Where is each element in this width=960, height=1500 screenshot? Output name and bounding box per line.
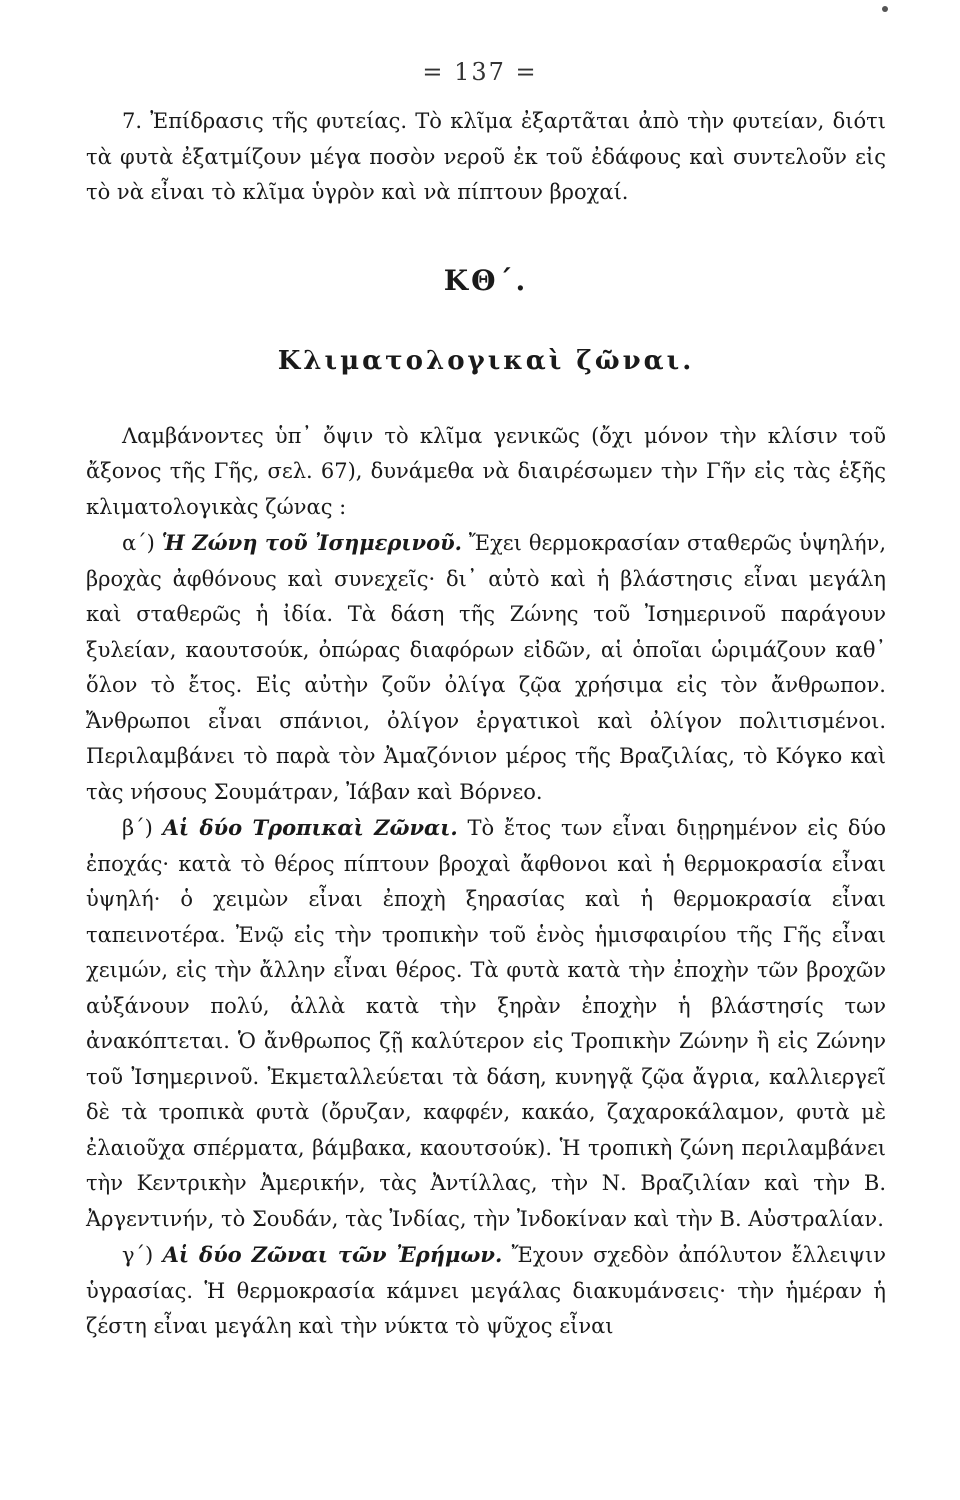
subheading-desert-zones: Αἱ δύο Ζῶναι τῶν Ἐρήμων. xyxy=(162,1242,503,1267)
chapter-number: ΚΘ΄. xyxy=(443,263,529,297)
paragraph-equatorial-zone xyxy=(86,525,886,810)
item-label-c: γ΄) xyxy=(122,1243,154,1267)
paragraph-tropical-zones xyxy=(86,810,886,1237)
item-label-a: α΄) xyxy=(122,531,155,555)
item-label-b: β΄) xyxy=(122,816,153,840)
text-desert-zones: Ἔχουν σχεδὸν ἀπόλυτον ἔλλειψιν ὑγρασίας. Ἡ θερμοκρασία κάμνει μεγάλας διακυμάνσεις· τὴν ἡμέραν ἡ ζέστη εἶναι μεγάλη καὶ τὴν νύκτα τὸ ψῦχος εἶναι xyxy=(86,1243,886,1338)
text-tropical-zones: Τὸ ἔτος των εἶναι διῃρημένον εἰς δύο ἐποχάς· κατὰ τὸ θέρος πίπτουν βροχαὶ ἄφθονοι καὶ ἡ θερμοκρασία εἶναι ὑψηλή· ὁ χειμὼν εἶναι ἐποχὴ ξηρασίας καὶ ἡ θερμοκρασία εἶναι ταπεινοτέρα. Ἐνῷ εἰς τὴν τροπικὴν τοῦ ἑνὸς ἡμισφαιρίου τῆς Γῆς εἶναι χειμών, εἰς τὴν ἄλλην εἶναι θέρος. Τὰ φυτὰ κατὰ τὴν ἐποχὴν τῶν βροχῶν αὐξάνουν πολύ, ἀλλὰ κατὰ τὴν ξηρὰν ἐποχὴν ἡ βλάστησίς των ἀνακόπτεται. Ὁ ἄνθρωπος ζῇ καλύτερον εἰς Τροπικὴν Ζώνην ἢ εἰς Ζώνην τοῦ Ἰσημερινοῦ. Ἐκμεταλλεύεται τὰ δάση, κυνηγᾷ ζῷα ἄγρια, καλλιεργεῖ δὲ τὰ τροπικὰ φυτὰ (ὄρυζαν, καφφέν, κακάο, ζαχαροκάλαμον, φυτὰ μὲ ἐλαιοῦχα σπέρματα, βάμβακα, καουτσούκ). Ἡ τροπικὴ ζώνη περιλαμβάνει τὴν Κεντρικὴν Ἀμερικήν, τὰς Ἀντίλλας, τὴν Ν. Βραζιλίαν καὶ τὴν Β. Ἀργεντινήν, τὸ Σουδάν, τὰς Ἰνδίας, τὴν Ἰνδοκίναν καὶ τὴν Β. Αὐστραλίαν. xyxy=(86,816,886,1231)
paragraph-intro: Λαμβάνοντες ὑπ᾿ ὄψιν τὸ κλῖμα γενικῶς (ὄχι μόνον τὴν κλίσιν τοῦ ἄξονος τῆς Γῆς, σελ. 67), δυνάμεθα νὰ διαιρέσωμεν τὴν Γῆν εἰς τὰς ἑξῆς κλιματολογικὰς ζώνας : xyxy=(86,423,886,519)
paragraph-desert-zones xyxy=(86,1237,886,1345)
chapter-title: Κλιματολογικαὶ ζῶναι. xyxy=(277,345,695,376)
page-number: = 137 = xyxy=(422,58,538,86)
page-body xyxy=(86,104,886,1345)
paragraph-vegetation-influence: 7. Ἐπίδρασις τῆς φυτείας. Τὸ κλῖμα ἐξαρτᾶται ἀπὸ τὴν φυτείαν, διότι τὰ φυτὰ ἐξατμίζουν μέγα ποσὸν νεροῦ ἐκ τοῦ ἐδάφους καὶ συντελοῦν εἰς τὸ νὰ εἶναι τὸ κλῖμα ὑγρὸν καὶ νὰ πίπτουν βροχαί. xyxy=(86,109,886,204)
subheading-tropical-zones: Αἱ δύο Τροπικαὶ Ζῶναι. xyxy=(162,815,458,840)
ink-speck xyxy=(882,6,888,12)
text-equatorial-zone: Ἔχει θερμοκρασίαν σταθερῶς ὑψηλήν, βροχὰς ἀφθόνους καὶ συνεχεῖς· δι᾿ αὐτὸ καὶ ἡ βλάστησις εἶναι μεγάλη καὶ σταθερῶς ἡ ἰδία. Τὰ δάση τῆς Ζώνης τοῦ Ἰσημερινοῦ παράγουν ξυλείαν, καουτσούκ, ὀπώρας διαφόρων εἰδῶν, αἱ ὁποῖαι ὡριμάζουν καθ᾿ ὅλον τὸ ἔτος. Εἰς αὐτὴν ζοῦν ὀλίγα ζῷα χρήσιμα εἰς τὸν ἄνθρωπον. Ἄνθρωποι εἶναι σπάνιοι, ὀλίγον ἐργατικοὶ καὶ ὀλίγον πολιτισμένοι. Περιλαμβάνει τὸ παρὰ τὸν Ἀμαζόνιον μέρος τῆς Βραζιλίας, τὸ Κόγκο καὶ τὰς νήσους Σουμάτραν, Ἰάβαν καὶ Βόρνεο. xyxy=(86,531,886,804)
subheading-equatorial-zone: Ἡ Ζώνη τοῦ Ἰσημερινοῦ. xyxy=(161,530,462,555)
